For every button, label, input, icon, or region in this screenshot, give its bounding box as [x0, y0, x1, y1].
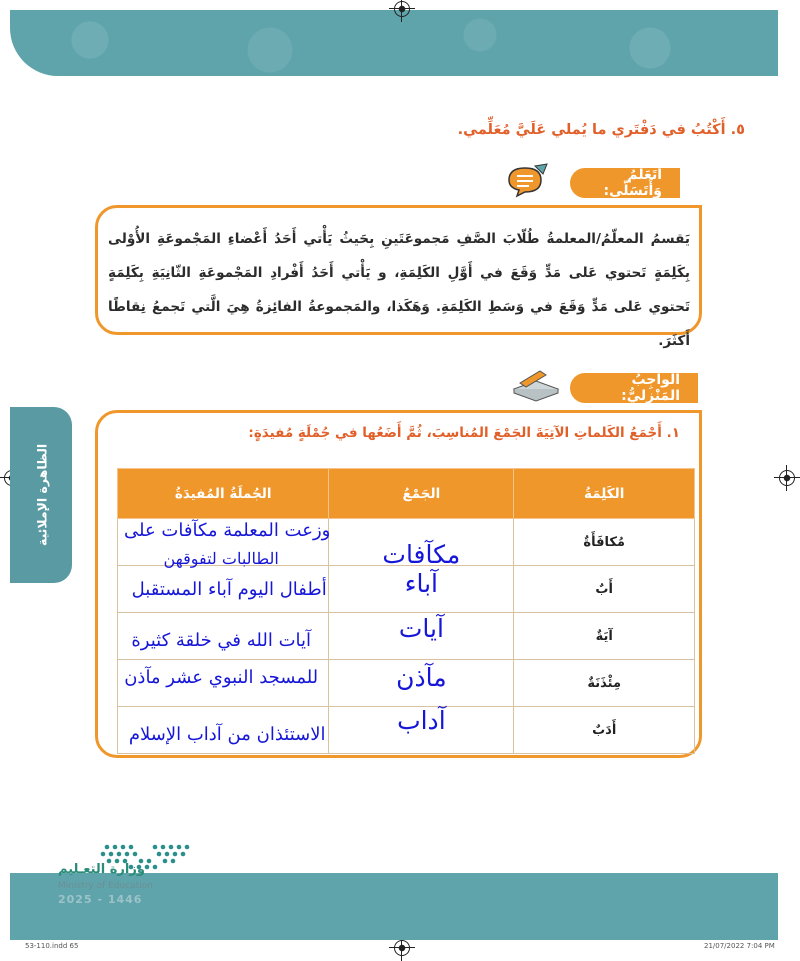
- footer-timestamp: 21/07/2022 7:04 PM: [704, 942, 775, 950]
- sentence-cell[interactable]: [118, 707, 329, 754]
- sentence-answer-line-1: وزعت المعلمة مكآفات على: [124, 520, 331, 541]
- table-row: [118, 660, 695, 707]
- word-cell: أَبٌ: [514, 566, 695, 613]
- sentence-cell[interactable]: [118, 519, 329, 566]
- table-row: [118, 566, 695, 613]
- sentence-answer: للمسجد النبوي عشر مآذن: [124, 666, 319, 688]
- table-header-row: [118, 469, 695, 519]
- header-word: الكَلِمَةُ: [514, 469, 695, 519]
- table-row: [118, 519, 695, 566]
- book-pencil-icon: [510, 367, 562, 403]
- table-row: [118, 613, 695, 660]
- sentence-cell[interactable]: [118, 566, 329, 613]
- question-1: ١. أَجْمَعُ الكَلماتِ الآتِيَةَ الجَمْعَ المُناسِبَ، ثُمَّ أَضَعُها في جُمْلَةٍ مُفيدَةٍ:: [248, 425, 680, 441]
- header-plural: الجَمْعُ: [329, 469, 514, 519]
- word-cell: آيَةٌ: [514, 613, 695, 660]
- plural-cell[interactable]: [329, 519, 514, 569]
- plural-cell[interactable]: [329, 660, 514, 707]
- word-cell: مِئْذَنَةٌ: [514, 660, 695, 707]
- sentence-answer: أطفال اليوم آباء المستقبل: [131, 578, 327, 600]
- sentence-answer: الاستئذان من آداب الإسلام: [128, 723, 326, 745]
- chapter-side-label: الظاهرة الإملائية: [34, 443, 50, 547]
- plural-words-table: [117, 468, 695, 754]
- plural-cell[interactable]: [329, 613, 514, 660]
- ministry-name-arabic: وزارة التعـليم: [58, 862, 145, 877]
- ministry-name-english: Ministry of Education: [58, 881, 153, 891]
- edition-year: 2025 - 1446: [58, 893, 143, 906]
- plural-answer: مكآفات: [382, 539, 461, 569]
- word-cell: مُكافَأَةٌ: [514, 519, 695, 566]
- plural-cell[interactable]: [329, 566, 514, 613]
- registration-mark-right: [779, 470, 795, 486]
- plural-answer: آداب: [397, 705, 446, 735]
- sentence-cell[interactable]: [118, 660, 329, 707]
- top-decorative-band: [10, 10, 778, 76]
- plural-answer: آباء: [404, 568, 438, 598]
- question-5: ٥. أَكْتُبُ في دَفْتَري ما يُملي عَلَيَّ مُعَلِّمي.: [457, 122, 745, 138]
- footer-file-name: 53-110.indd 65: [25, 942, 79, 950]
- registration-mark-bottom: [394, 940, 410, 956]
- plural-answer: مآذن: [396, 662, 447, 692]
- sentence-cell[interactable]: [118, 613, 329, 660]
- sentence-answer-line-2: الطالبات لتفوقهن: [163, 549, 279, 568]
- learn-section-text: يَقسمُ المعلّمُ/المعلمةُ طُلّابَ الصَّفِ مَجموعَتَينِ بِحَيثُ يَأْتي أَحَدُ أَعْضاءِ المَجْموعَةِ الأُوْلى بِكَلِمَةٍ تَحتوي عَلى مَدٍّ وَقَعَ في أَوَّلِ الكَلِمَةِ، و يَأْتي أَحَدُ أَفْرادِ المَجْموعَةِ الثّانِيَةِ بِكَلِمَةٍ تَحتوي عَلى مَدٍّ وَقَعَ في وَسَطِ الكَلِمَةِ. وَهَكَذا، والمَجموعةُ الفائِزةُ هِيَ الَّتي تَجمعُ نِقاطًا أَكثَرَ.: [108, 231, 690, 349]
- chat-bubble-icon: [505, 162, 549, 198]
- header-sentence: الجُملَةُ المُفيدَةُ: [118, 469, 329, 519]
- word-cell: أَدَبٌ: [514, 707, 695, 754]
- learn-and-play-header: أَتَعَلَّمُ وَأَتَسَلّى:: [570, 168, 680, 198]
- sentence-answer: آيات الله في خلقة كثيرة: [131, 629, 312, 651]
- plural-answer: آيات: [398, 613, 444, 643]
- homework-header: الواجِبُ المَنْزِليُّ:: [570, 373, 698, 403]
- table-row: [118, 707, 695, 754]
- registration-mark-top: [394, 1, 410, 17]
- plural-cell[interactable]: [329, 707, 514, 754]
